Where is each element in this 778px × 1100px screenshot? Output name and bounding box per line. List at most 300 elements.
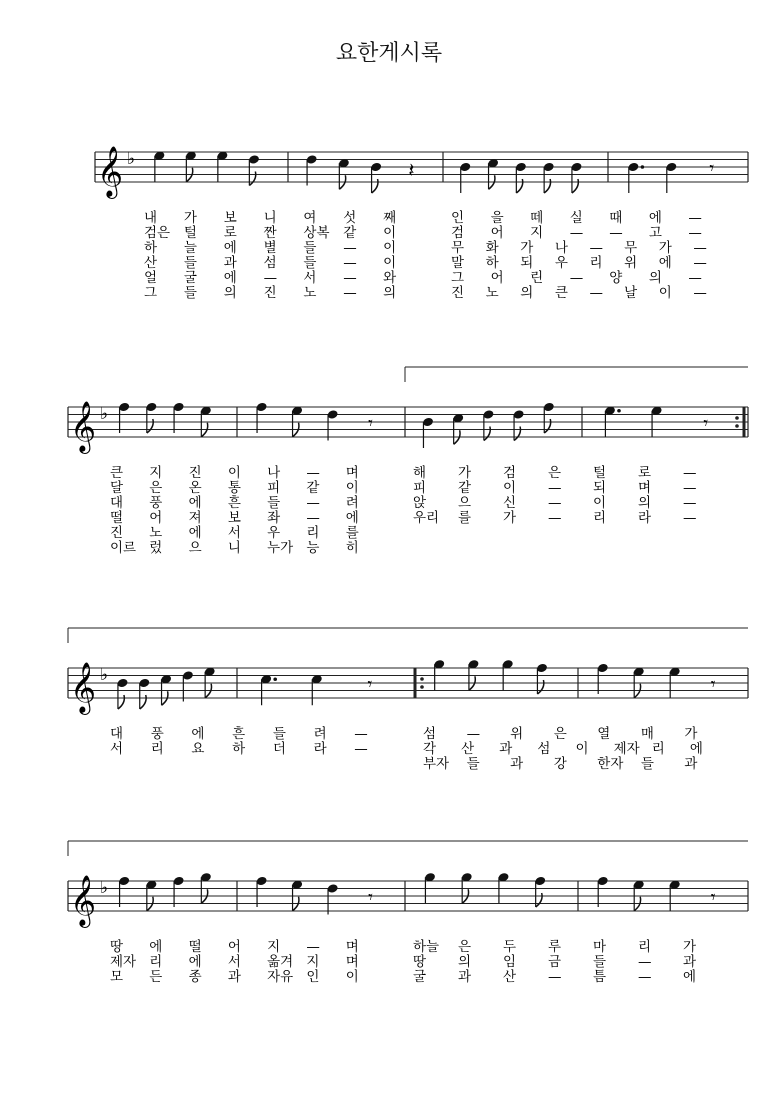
lyric-syllable: — (343, 270, 357, 286)
lyric-syllable: 에 (149, 939, 163, 955)
lyric-syllable: 땅 (413, 954, 427, 970)
lyric-syllable: — (693, 255, 707, 271)
lyric-syllable: 흔 (232, 726, 246, 742)
lyric-syllable: 누가 (267, 540, 294, 556)
lyric-line (144, 254, 396, 271)
lyric-syllable: — (548, 495, 562, 511)
lyric-syllable: 여 (303, 210, 317, 226)
lyric-syllable: 굴 (413, 969, 427, 985)
lyric-syllable: — (306, 939, 320, 955)
lyric-syllable: — (693, 240, 707, 256)
lyric-syllable: 로 (638, 465, 652, 481)
lyric-syllable: 각 (423, 741, 437, 757)
lyric-syllable: 를 (345, 525, 359, 541)
lyric-syllable: 가 (183, 210, 197, 226)
lyric-syllable: — (569, 270, 584, 286)
lyric-line (110, 539, 359, 556)
lyric-syllable: 풍 (150, 726, 164, 742)
lyric-line (110, 509, 359, 526)
lyric-syllable: 라 (638, 510, 652, 526)
lyric-syllable: 제자 (110, 954, 137, 970)
lyric-syllable: 달 (110, 480, 124, 496)
lyric-syllable: 진 (263, 285, 277, 301)
lyric-syllable: 의 (638, 495, 652, 511)
lyric-syllable: 때 (609, 210, 623, 226)
lyric-syllable: 이 (345, 969, 359, 985)
lyric-syllable: 의 (458, 954, 472, 970)
lyric-syllable: 두 (503, 939, 517, 955)
lyric-syllable: 온 (188, 480, 202, 496)
lyric-syllable: — (548, 480, 562, 496)
lyric-syllable: 제자 (613, 741, 640, 757)
lyric-syllable: 어 (227, 939, 241, 955)
lyric-syllable: — (354, 726, 368, 742)
lyric-syllable: 매 (640, 726, 654, 742)
lyric-syllable: 털 (593, 465, 607, 481)
lyric-syllable: — (306, 465, 320, 481)
lyric-syllable: — (548, 510, 562, 526)
lyric-syllable: 검 (503, 465, 517, 481)
lyric-syllable: 에 (188, 954, 202, 970)
lyric-syllable: 같 (458, 480, 472, 496)
lyric-syllable: 이 (503, 480, 517, 496)
repeat-dot (420, 685, 424, 689)
lyric-syllable: 은 (458, 939, 472, 955)
lyric-syllable: — (609, 225, 623, 241)
lyric-syllable: 섬 (423, 726, 437, 742)
lyric-line (413, 938, 696, 955)
lyric-syllable: 열 (597, 726, 611, 742)
lyric-syllable: 에 (188, 525, 202, 541)
lyric-syllable: 하늘 (413, 939, 440, 955)
lyric-syllable: 이 (658, 285, 672, 301)
lyric-line (110, 740, 368, 757)
lyric-syllable: 틈 (593, 969, 607, 985)
lyric-syllable: 실 (569, 210, 583, 226)
eighth-rest-icon: 𝄾 (368, 887, 373, 908)
lyric-syllable: 해 (413, 465, 427, 481)
lyric-syllable: 서 (227, 525, 241, 541)
lyric-syllable: — (638, 954, 652, 970)
note-dot (641, 165, 645, 169)
lyric-syllable: 져 (188, 510, 202, 526)
lyric-syllable: 과 (510, 756, 524, 772)
lyric-syllable: 좌 (267, 510, 281, 526)
note-flag (544, 179, 550, 193)
staff-system (95, 146, 748, 301)
lyric-syllable: 며 (345, 954, 359, 970)
lyric-syllable: 신 (503, 495, 517, 511)
lyric-syllable: 인 (451, 210, 465, 226)
lyric-syllable: — (263, 270, 278, 286)
lyric-syllable: 들 (303, 240, 317, 256)
lyric-syllable: 며 (638, 480, 652, 496)
lyric-line (110, 725, 368, 742)
lyric-syllable: 무 (451, 240, 465, 256)
lyric-syllable: 노 (149, 525, 163, 541)
repeat-dot (735, 416, 739, 420)
lyric-syllable: — (306, 510, 320, 526)
lyric-syllable: 들 (183, 285, 197, 301)
lyric-syllable: 산 (144, 255, 158, 271)
lyric-syllable: 의 (648, 270, 662, 286)
lyric-syllable: 들 (593, 954, 607, 970)
note-flag (147, 419, 153, 433)
quarter-rest-icon: 𝄽 (408, 158, 415, 182)
note-flag (514, 427, 520, 441)
lyric-line (413, 509, 697, 526)
lyric-syllable: 들 (267, 495, 281, 511)
staff-system (68, 628, 748, 772)
lyric-syllable: 지 (530, 225, 544, 241)
lyric-line (413, 494, 697, 511)
lyric-syllable: — (683, 480, 697, 496)
lyric-syllable: 떨 (188, 939, 202, 955)
eighth-rest-icon: 𝄾 (710, 887, 716, 908)
lyric-syllable: — (683, 465, 697, 481)
lyric-syllable: — (688, 270, 702, 286)
lyric-syllable: 이 (575, 741, 589, 757)
lyric-syllable: — (688, 210, 702, 226)
staff-system (68, 841, 748, 985)
lyric-syllable: 어 (149, 510, 163, 526)
treble-clef-icon: 𝄞 (70, 401, 97, 452)
lyric-line (451, 239, 707, 256)
note-flag (536, 893, 542, 907)
note-flag (140, 695, 146, 709)
lyric-syllable: 이 (593, 495, 607, 511)
lyric-syllable: 가 (683, 939, 697, 955)
lyric-syllable: 되 (593, 480, 607, 496)
lyric-syllable: 를 (458, 510, 472, 526)
lyric-syllable: 마 (593, 939, 607, 955)
lyric-syllable: 풍 (149, 495, 163, 511)
lyric-syllable: 산 (461, 741, 475, 757)
lyric-line (110, 938, 359, 955)
lyric-syllable: 능 (306, 540, 320, 556)
lyric-line (413, 968, 696, 985)
lyric-syllable: 가 (520, 240, 534, 256)
lyric-syllable: 산 (503, 969, 517, 985)
lyric-syllable: 어 (490, 225, 504, 241)
lyric-syllable: — (343, 255, 357, 271)
lyric-syllable: 늘 (183, 240, 197, 256)
lyric-syllable: 들 (640, 756, 654, 772)
lyric-line (144, 239, 396, 256)
lyric-syllable: 이 (383, 255, 397, 271)
lyric-line (110, 479, 359, 496)
lyric-line (451, 224, 702, 241)
lyric-syllable: 상복 (303, 225, 330, 241)
lyric-syllable: 땅 (110, 939, 124, 955)
lyric-syllable: 은 (553, 726, 567, 742)
lyric-syllable: — (688, 225, 702, 241)
lyric-syllable: 큰 (110, 465, 124, 481)
lyric-syllable: 의 (520, 285, 534, 301)
lyric-syllable: 으 (188, 540, 202, 556)
lyric-syllable: 의 (383, 285, 397, 301)
note-flag (516, 179, 522, 193)
lyric-syllable: 노 (485, 285, 499, 301)
lyric-syllable: 섯 (343, 210, 357, 226)
note-dot (273, 677, 277, 681)
lyric-syllable: 째 (383, 210, 397, 226)
lyric-syllable: — (569, 225, 584, 241)
lyric-syllable: 이 (345, 480, 359, 496)
lyric-syllable: — (638, 969, 652, 985)
lyric-syllable: 와 (383, 270, 397, 286)
lyric-syllable: 니 (263, 210, 277, 226)
lyric-syllable: 보 (227, 510, 241, 526)
lyric-syllable: 진 (451, 285, 465, 301)
lyric-syllable: 금 (548, 954, 562, 970)
lyric-syllable: 가 (503, 510, 517, 526)
lyric-syllable: 에 (188, 495, 202, 511)
lyric-line (451, 209, 702, 226)
lyric-syllable: 나 (267, 465, 281, 481)
lyric-syllable: 한자 (597, 756, 624, 772)
repeat-dot (735, 424, 739, 428)
lyric-line (413, 953, 696, 970)
lyric-syllable: 고 (648, 225, 662, 241)
flat-key-signature-icon: ♭ (100, 404, 109, 424)
lyric-syllable: — (343, 285, 357, 301)
lyric-syllable: 지 (306, 954, 320, 970)
lyric-syllable: 리 (651, 741, 665, 757)
lyric-syllable: 대 (110, 726, 124, 742)
lyric-syllable: 진 (110, 525, 124, 541)
treble-clef-icon: 𝄞 (97, 146, 124, 197)
lyric-syllable: 은 (149, 480, 163, 496)
lyric-syllable: 에 (648, 210, 662, 226)
lyric-syllable: 지 (149, 465, 163, 481)
note-flag (249, 172, 255, 186)
lyric-syllable: 이르 (110, 540, 137, 556)
lyric-line (413, 464, 697, 481)
eighth-rest-icon: 𝄾 (367, 674, 373, 695)
lyric-syllable: 우 (554, 255, 568, 271)
lyric-syllable: 흔 (227, 495, 241, 511)
lyric-syllable: 들 (183, 255, 197, 271)
lyric-syllable: 섬 (537, 741, 551, 757)
lyric-syllable: — (683, 510, 697, 526)
lyric-syllable: 임 (503, 954, 517, 970)
treble-clef-icon: 𝄞 (70, 662, 97, 713)
flat-key-signature-icon: ♭ (127, 149, 136, 169)
lyric-syllable: 무 (624, 240, 638, 256)
lyric-syllable: 리 (306, 525, 320, 541)
lyric-syllable: 피 (267, 480, 281, 496)
flat-key-signature-icon: ♭ (100, 665, 109, 685)
lyric-syllable: — (683, 495, 697, 511)
lyric-syllable: 라 (313, 741, 327, 757)
lyric-syllable: 리 (593, 510, 607, 526)
lyric-syllable: 섬 (263, 255, 277, 271)
lyric-line (110, 464, 359, 481)
lyric-line (110, 524, 359, 541)
lyric-syllable: 며 (345, 465, 359, 481)
eighth-rest-icon: 𝄾 (703, 413, 709, 434)
lyric-syllable: 우리 (413, 510, 440, 526)
lyric-syllable: — (354, 741, 368, 757)
lyric-syllable: 히 (345, 540, 359, 556)
lyric-syllable: 짠 (263, 225, 277, 241)
lyric-syllable: 모 (110, 969, 124, 985)
lyric-syllable: 리 (150, 741, 164, 757)
flat-key-signature-icon: ♭ (100, 878, 109, 898)
lyric-syllable: — (589, 240, 603, 256)
lyric-syllable: 에 (658, 255, 672, 271)
lyric-syllable: 에 (223, 240, 237, 256)
lyric-syllable: 얼 (144, 270, 158, 286)
lyric-syllable: 며 (345, 939, 359, 955)
note-dot (617, 409, 621, 413)
lyric-syllable: 서 (303, 270, 317, 286)
lyric-syllable: — (343, 240, 357, 256)
lyric-syllable: — (589, 285, 603, 301)
lyric-syllable: 의 (223, 285, 237, 301)
lyric-syllable: 들 (272, 726, 286, 742)
lyric-syllable: 든 (149, 969, 163, 985)
lyric-syllable: 되 (520, 255, 534, 271)
lyric-line (451, 284, 707, 301)
lyric-line (144, 209, 396, 226)
lyric-syllable: 으 (458, 495, 472, 511)
lyric-syllable: 보 (223, 210, 237, 226)
lyric-syllable: 에 (683, 969, 697, 985)
lyric-syllable: 은 (548, 465, 562, 481)
lyric-line (451, 269, 702, 286)
eighth-rest-icon: 𝄾 (368, 413, 373, 434)
lyric-line (423, 740, 703, 757)
eighth-rest-icon: 𝄾 (709, 158, 715, 179)
lyric-syllable: — (466, 726, 481, 742)
lyric-syllable: 앉 (413, 495, 427, 511)
note-flag (544, 419, 550, 433)
lyric-syllable: 내 (144, 210, 158, 226)
note-flag (572, 179, 578, 193)
page-title: 요한게시록 (335, 41, 443, 66)
lyric-syllable: 과 (684, 756, 698, 772)
note-flag (118, 695, 124, 709)
lyric-syllable: 옮겨 (267, 954, 294, 970)
lyric-syllable: 려 (313, 726, 327, 742)
lyric-syllable: 날 (624, 285, 638, 301)
lyric-syllable: 을 (490, 210, 504, 226)
lyric-syllable: 우 (267, 525, 281, 541)
lyric-syllable: 들 (303, 255, 317, 271)
lyric-line (110, 968, 359, 985)
note-flag (372, 179, 378, 193)
lyric-syllable: 그 (144, 285, 158, 301)
lyric-syllable: 과 (227, 969, 241, 985)
lyric-syllable: 나 (554, 240, 568, 256)
lyric-syllable: 에 (689, 741, 703, 757)
lyric-syllable: 린 (530, 270, 544, 286)
note-flag (484, 427, 490, 441)
lyric-line (144, 284, 396, 301)
lyric-syllable: 리 (638, 939, 652, 955)
lyric-syllable: 루 (548, 939, 562, 955)
lyric-syllable: 하 (485, 255, 499, 271)
lyric-syllable: 이 (227, 465, 241, 481)
lyric-syllable: 털 (183, 225, 197, 241)
lyric-syllable: 리 (149, 954, 163, 970)
lyric-syllable: 에 (345, 510, 359, 526)
lyric-line (413, 479, 697, 496)
lyric-line (144, 224, 396, 241)
lyric-syllable: 에 (223, 270, 237, 286)
note-flag (537, 680, 543, 694)
lyric-line (423, 725, 697, 742)
lyric-syllable: 과 (223, 255, 237, 271)
lyric-syllable: 떼 (530, 210, 544, 226)
lyric-syllable: 통 (227, 480, 241, 496)
lyric-syllable: 지 (267, 939, 281, 955)
lyric-syllable: 과 (499, 741, 513, 757)
lyric-syllable: 그 (451, 270, 465, 286)
lyric-syllable: 요 (191, 741, 205, 757)
lyric-syllable: 말 (451, 255, 465, 271)
lyric-line (144, 269, 396, 286)
lyric-syllable: 에 (191, 726, 205, 742)
lyric-syllable: 화 (485, 240, 499, 256)
lyric-syllable: 들 (466, 756, 480, 772)
staff-system (68, 367, 748, 556)
lyric-syllable: 니 (227, 540, 241, 556)
lyric-syllable: 하 (144, 240, 158, 256)
lyric-syllable: 가 (658, 240, 672, 256)
repeat-dot (420, 677, 424, 681)
lyric-syllable: 려 (345, 495, 359, 511)
lyric-syllable: 가 (684, 726, 698, 742)
lyric-syllable: 서 (110, 741, 124, 757)
lyric-line (110, 953, 359, 970)
lyric-syllable: 자유 (267, 969, 294, 985)
lyric-syllable: 로 (223, 225, 237, 241)
lyric-syllable: 이 (383, 225, 397, 241)
lyric-syllable: — (693, 285, 707, 301)
lyric-syllable: 더 (272, 741, 286, 757)
lyric-syllable: 인 (306, 969, 320, 985)
lyric-syllable: 굴 (183, 270, 197, 286)
lyric-syllable: 부자 (423, 756, 450, 772)
lyric-syllable: 과 (458, 969, 472, 985)
lyric-syllable: 종 (188, 969, 202, 985)
lyric-syllable: 위 (510, 726, 524, 742)
lyric-syllable: — (548, 969, 562, 985)
lyric-syllable: 양 (609, 270, 623, 286)
lyric-syllable: 같 (343, 225, 357, 241)
lyric-syllable: 서 (227, 954, 241, 970)
lyric-syllable: 별 (263, 240, 277, 256)
lyric-syllable: 진 (188, 465, 202, 481)
lyric-syllable: 어 (490, 270, 504, 286)
eighth-rest-icon: 𝄾 (710, 674, 716, 695)
lyric-syllable: 검 (451, 225, 465, 241)
lyric-syllable: 리 (589, 255, 603, 271)
lyric-syllable: 같 (306, 480, 320, 496)
lyric-syllable: 노 (303, 285, 317, 301)
lyric-syllable: 위 (624, 255, 638, 271)
lyric-syllable: 떨 (110, 510, 124, 526)
lyric-syllable: 큰 (554, 285, 568, 301)
lyric-syllable: 피 (413, 480, 427, 496)
lyric-syllable: 강 (553, 756, 567, 772)
lyric-syllable: 검은 (144, 225, 171, 241)
lyric-line (110, 494, 359, 511)
lyric-line (451, 254, 707, 271)
